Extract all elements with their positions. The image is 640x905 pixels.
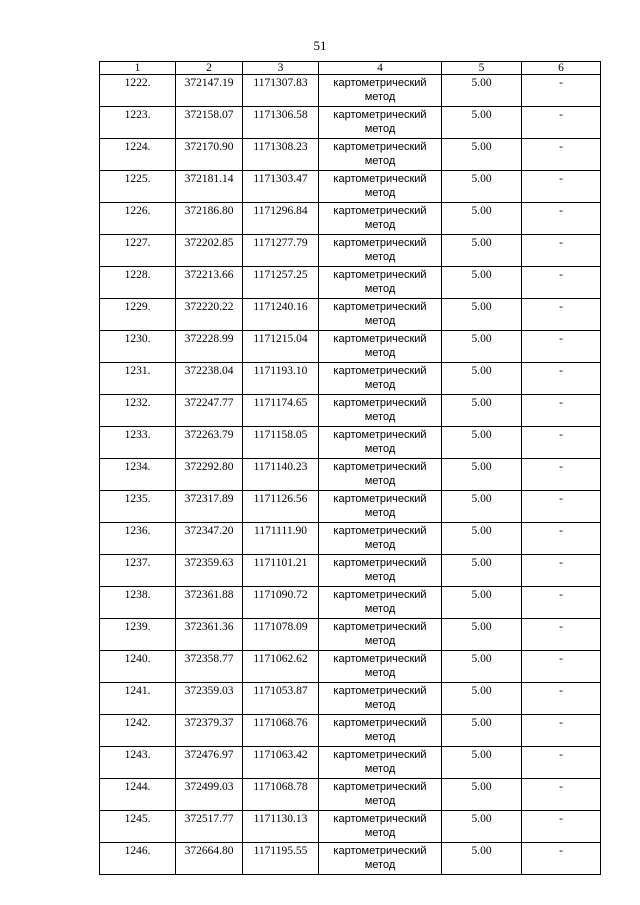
x-coordinate-cell: 372347.20 [176,523,243,555]
column-header: 3 [243,62,319,75]
method-line: метод [364,315,396,327]
method-cell [319,107,442,139]
accuracy-cell: 5.00 [442,459,522,491]
method-line: метод [364,571,396,583]
method-cell [319,651,442,683]
method-line: метод [364,507,396,519]
method-cell [319,491,442,523]
point-number-cell: 1224. [100,139,176,171]
method-line: картометрический [333,845,427,857]
point-number-cell: 1222. [100,75,176,107]
y-coordinate-cell: 1171306.58 [243,107,319,139]
y-coordinate-cell: 1171303.47 [243,171,319,203]
note-cell: - [522,555,601,587]
method-line: картометрический [333,653,427,665]
table-row [100,171,601,203]
point-number-cell: 1225. [100,171,176,203]
accuracy-cell: 5.00 [442,299,522,331]
method-line: картометрический [333,301,427,313]
method-line: картометрический [333,173,427,185]
table-row [100,651,601,683]
method-line: картометрический [333,813,427,825]
method-line: метод [364,443,396,455]
method-line: метод [364,827,396,839]
note-cell: - [522,651,601,683]
table-row [100,267,601,299]
method-line: картометрический [333,205,427,217]
point-number-cell: 1233. [100,427,176,459]
x-coordinate-cell: 372186.80 [176,203,243,235]
point-number-cell: 1237. [100,555,176,587]
column-header: 4 [319,62,442,75]
table-header-row [100,62,601,75]
x-coordinate-cell: 372238.04 [176,363,243,395]
note-cell: - [522,107,601,139]
accuracy-cell: 5.00 [442,843,522,875]
page-number: 51 [313,38,327,53]
method-cell [319,523,442,555]
table-row [100,747,601,779]
table-row [100,843,601,875]
method-line: метод [364,411,396,423]
x-coordinate-cell: 372361.36 [176,619,243,651]
x-coordinate-cell: 372158.07 [176,107,243,139]
y-coordinate-cell: 1171078.09 [243,619,319,651]
method-line: картометрический [333,237,427,249]
note-cell: - [522,299,601,331]
x-coordinate-cell: 372147.19 [176,75,243,107]
method-line: картометрический [333,365,427,377]
point-number-cell: 1223. [100,107,176,139]
method-line: картометрический [333,493,427,505]
x-coordinate-cell: 372202.85 [176,235,243,267]
table-row [100,683,601,715]
y-coordinate-cell: 1171195.55 [243,843,319,875]
accuracy-cell: 5.00 [442,683,522,715]
table-row [100,779,601,811]
method-line: метод [364,283,396,295]
x-coordinate-cell: 372361.88 [176,587,243,619]
y-coordinate-cell: 1171126.56 [243,491,319,523]
note-cell: - [522,363,601,395]
note-cell: - [522,747,601,779]
y-coordinate-cell: 1171068.76 [243,715,319,747]
x-coordinate-cell: 372292.80 [176,459,243,491]
table-row [100,715,601,747]
x-coordinate-cell: 372499.03 [176,779,243,811]
note-cell: - [522,619,601,651]
method-line: метод [364,219,396,231]
point-number-cell: 1228. [100,267,176,299]
table-row [100,75,601,107]
x-coordinate-cell: 372517.77 [176,811,243,843]
method-line: картометрический [333,397,427,409]
method-cell [319,299,442,331]
x-coordinate-cell: 372220.22 [176,299,243,331]
x-coordinate-cell: 372247.77 [176,395,243,427]
table-row [100,363,601,395]
note-cell: - [522,331,601,363]
y-coordinate-cell: 1171308.23 [243,139,319,171]
table-row [100,459,601,491]
method-line: картометрический [333,717,427,729]
point-number-cell: 1227. [100,235,176,267]
note-cell: - [522,587,601,619]
x-coordinate-cell: 372170.90 [176,139,243,171]
method-line: метод [364,123,396,135]
y-coordinate-cell: 1171193.10 [243,363,319,395]
y-coordinate-cell: 1171053.87 [243,683,319,715]
point-number-cell: 1245. [100,811,176,843]
point-number-cell: 1226. [100,203,176,235]
method-line: метод [364,347,396,359]
x-coordinate-cell: 372263.79 [176,427,243,459]
y-coordinate-cell: 1171062.62 [243,651,319,683]
method-line: картометрический [333,333,427,345]
method-cell [319,779,442,811]
x-coordinate-cell: 372359.03 [176,683,243,715]
method-cell [319,267,442,299]
method-line: картометрический [333,269,427,281]
method-line: метод [364,187,396,199]
method-line: картометрический [333,589,427,601]
accuracy-cell: 5.00 [442,651,522,683]
method-cell [319,139,442,171]
accuracy-cell: 5.00 [442,811,522,843]
column-header: 5 [442,62,522,75]
method-line: метод [364,539,396,551]
point-number-cell: 1242. [100,715,176,747]
accuracy-cell: 5.00 [442,587,522,619]
accuracy-cell: 5.00 [442,139,522,171]
note-cell: - [522,75,601,107]
x-coordinate-cell: 372358.77 [176,651,243,683]
table-row [100,555,601,587]
point-number-cell: 1230. [100,331,176,363]
note-cell: - [522,171,601,203]
x-coordinate-cell: 372213.66 [176,267,243,299]
table-row [100,395,601,427]
x-coordinate-cell: 372664.80 [176,843,243,875]
point-number-cell: 1231. [100,363,176,395]
point-number-cell: 1240. [100,651,176,683]
method-cell [319,75,442,107]
y-coordinate-cell: 1171257.25 [243,267,319,299]
note-cell: - [522,683,601,715]
accuracy-cell: 5.00 [442,395,522,427]
table-row [100,619,601,651]
y-coordinate-cell: 1171090.72 [243,587,319,619]
y-coordinate-cell: 1171215.04 [243,331,319,363]
note-cell: - [522,523,601,555]
method-line: метод [364,859,396,871]
table-row [100,331,601,363]
table-row [100,203,601,235]
method-cell [319,459,442,491]
method-line: метод [364,379,396,391]
accuracy-cell: 5.00 [442,267,522,299]
y-coordinate-cell: 1171240.16 [243,299,319,331]
point-number-cell: 1239. [100,619,176,651]
method-cell [319,331,442,363]
x-coordinate-cell: 372359.63 [176,555,243,587]
method-line: картометрический [333,141,427,153]
accuracy-cell: 5.00 [442,75,522,107]
method-line: картометрический [333,621,427,633]
y-coordinate-cell: 1171296.84 [243,203,319,235]
table-body [100,75,601,875]
accuracy-cell: 5.00 [442,331,522,363]
accuracy-cell: 5.00 [442,235,522,267]
method-line: метод [364,603,396,615]
point-number-cell: 1241. [100,683,176,715]
method-line: метод [364,635,396,647]
coordinates-table [99,61,601,875]
method-cell [319,427,442,459]
method-line: метод [364,731,396,743]
method-cell [319,395,442,427]
method-line: картометрический [333,749,427,761]
table-row [100,299,601,331]
method-line: картометрический [333,109,427,121]
x-coordinate-cell: 372476.97 [176,747,243,779]
method-line: метод [364,475,396,487]
method-line: картометрический [333,557,427,569]
point-number-cell: 1235. [100,491,176,523]
method-line: метод [364,667,396,679]
table-row [100,811,601,843]
method-cell [319,171,442,203]
y-coordinate-cell: 1171130.13 [243,811,319,843]
x-coordinate-cell: 372379.37 [176,715,243,747]
method-line: метод [364,763,396,775]
table-row [100,523,601,555]
method-line: картометрический [333,429,427,441]
accuracy-cell: 5.00 [442,491,522,523]
accuracy-cell: 5.00 [442,555,522,587]
y-coordinate-cell: 1171174.65 [243,395,319,427]
method-cell [319,747,442,779]
y-coordinate-cell: 1171277.79 [243,235,319,267]
accuracy-cell: 5.00 [442,523,522,555]
table-row [100,235,601,267]
accuracy-cell: 5.00 [442,619,522,651]
table-row [100,427,601,459]
note-cell: - [522,267,601,299]
note-cell: - [522,715,601,747]
method-cell [319,587,442,619]
note-cell: - [522,235,601,267]
method-line: метод [364,251,396,263]
note-cell: - [522,395,601,427]
note-cell: - [522,491,601,523]
point-number-cell: 1234. [100,459,176,491]
y-coordinate-cell: 1171063.42 [243,747,319,779]
x-coordinate-cell: 372317.89 [176,491,243,523]
y-coordinate-cell: 1171140.23 [243,459,319,491]
method-cell [319,683,442,715]
y-coordinate-cell: 1171101.21 [243,555,319,587]
method-cell [319,235,442,267]
note-cell: - [522,459,601,491]
table-row [100,139,601,171]
point-number-cell: 1246. [100,843,176,875]
note-cell: - [522,843,601,875]
y-coordinate-cell: 1171068.78 [243,779,319,811]
accuracy-cell: 5.00 [442,427,522,459]
y-coordinate-cell: 1171158.05 [243,427,319,459]
accuracy-cell: 5.00 [442,363,522,395]
point-number-cell: 1236. [100,523,176,555]
table-row [100,491,601,523]
note-cell: - [522,427,601,459]
method-line: метод [364,795,396,807]
method-cell [319,843,442,875]
method-line: метод [364,155,396,167]
x-coordinate-cell: 372228.99 [176,331,243,363]
point-number-cell: 1229. [100,299,176,331]
method-line: картометрический [333,525,427,537]
method-line: картометрический [333,781,427,793]
accuracy-cell: 5.00 [442,779,522,811]
point-number-cell: 1238. [100,587,176,619]
method-line: картометрический [333,685,427,697]
y-coordinate-cell: 1171111.90 [243,523,319,555]
point-number-cell: 1243. [100,747,176,779]
note-cell: - [522,139,601,171]
method-cell [319,555,442,587]
column-header: 2 [176,62,243,75]
note-cell: - [522,203,601,235]
accuracy-cell: 5.00 [442,171,522,203]
accuracy-cell: 5.00 [442,715,522,747]
method-line: метод [364,91,396,103]
table-row [100,107,601,139]
method-line: картометрический [333,77,427,89]
method-cell [319,363,442,395]
note-cell: - [522,811,601,843]
point-number-cell: 1232. [100,395,176,427]
accuracy-cell: 5.00 [442,747,522,779]
accuracy-cell: 5.00 [442,107,522,139]
column-header: 1 [100,62,176,75]
method-line: метод [364,699,396,711]
table-row [100,587,601,619]
method-cell [319,619,442,651]
column-header: 6 [522,62,601,75]
method-cell [319,811,442,843]
x-coordinate-cell: 372181.14 [176,171,243,203]
point-number-cell: 1244. [100,779,176,811]
y-coordinate-cell: 1171307.83 [243,75,319,107]
method-cell [319,715,442,747]
note-cell: - [522,779,601,811]
accuracy-cell: 5.00 [442,203,522,235]
method-line: картометрический [333,461,427,473]
method-cell [319,203,442,235]
